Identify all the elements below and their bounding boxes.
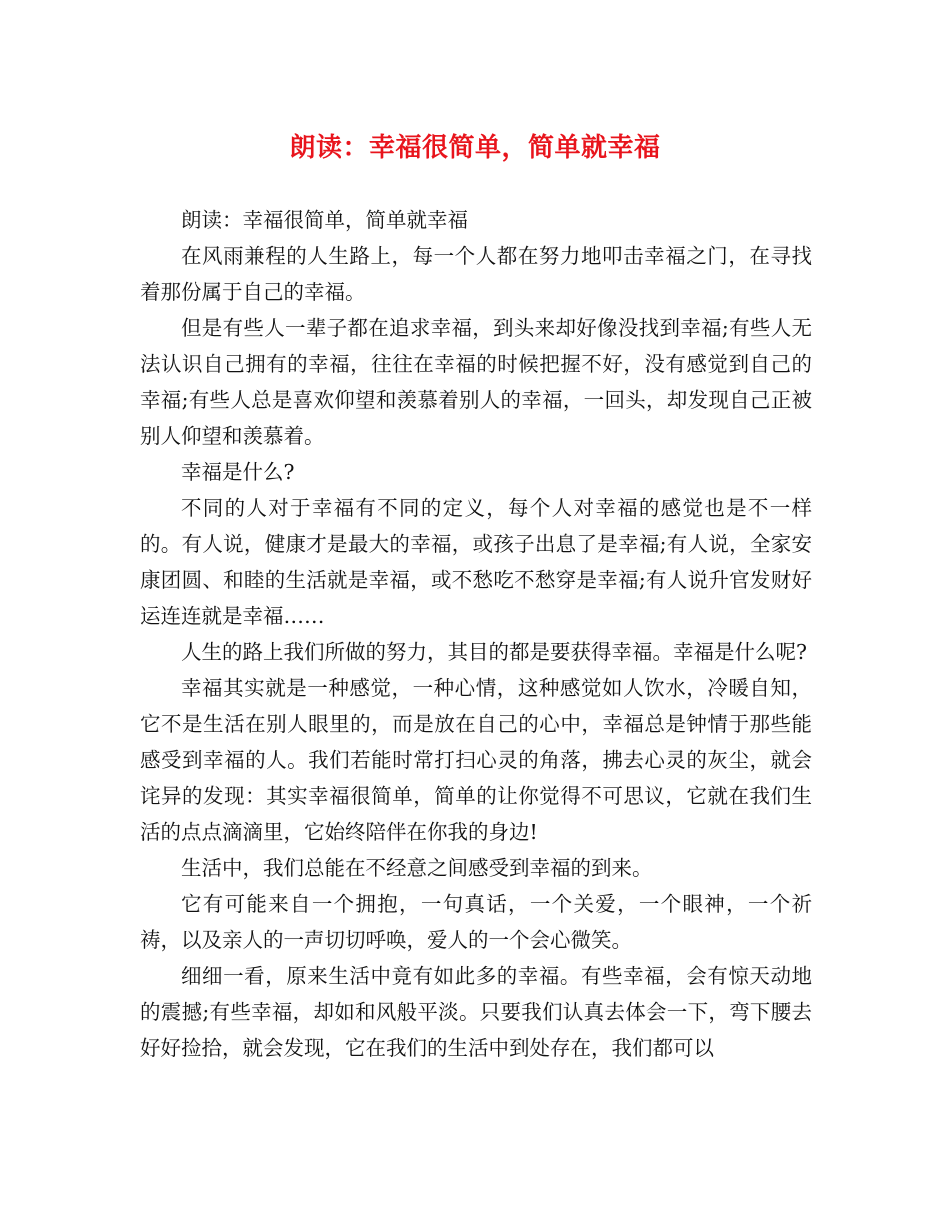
paragraph: 在风雨兼程的人生路上，每一个人都在努力地叩击幸福之门，在寻找着那份属于自己的幸福。 bbox=[140, 244, 812, 304]
paragraph: 生活中，我们总能在不经意之间感受到幸福的到来。 bbox=[181, 856, 653, 880]
document-title: 朗读：幸福很简单，简单就幸福 bbox=[289, 133, 661, 163]
paragraph: 细细一看，原来生活中竟有如此多的幸福。有些幸福，会有惊天动地的震撼;有些幸福，却如和风般平淡。只要我们认真去体会一下，弯下腰去好好捡拾，就会发现，它在我们的生活中到处存在，我们都可以 bbox=[140, 964, 812, 1060]
paragraph: 幸福其实就是一种感觉，一种心情，这种感觉如人饮水，冷暖自知，它不是生活在别人眼里的，而是放在自己的心中，幸福总是钟情于那些能感受到幸福的人。我们若能时常打扫心灵的角落，拂去心灵的灰尘，就会诧异的发现：其实幸福很简单，简单的让你觉得不可思议，它就在我们生活的点点滴滴里，它始终陪伴在你我的身边! bbox=[140, 676, 812, 844]
paragraph: 幸福是什么? bbox=[181, 460, 295, 484]
paragraph: 它有可能来自一个拥抱，一句真话，一个关爱，一个眼神，一个祈祷，以及亲人的一声切切呼唤，爱人的一个会心微笑。 bbox=[140, 892, 812, 952]
document-body bbox=[140, 202, 812, 1066]
paragraph: 不同的人对于幸福有不同的定义，每个人对幸福的感觉也是不一样的。有人说，健康才是最大的幸福，或孩子出息了是幸福;有人说，全家安康团圆、和睦的生活就是幸福，或不愁吃不愁穿是幸福;有人说升官发财好运连连就是幸福…… bbox=[140, 496, 812, 628]
paragraph: 但是有些人一辈子都在追求幸福，到头来却好像没找到幸福;有些人无法认识自己拥有的幸福，往往在幸福的时候把握不好，没有感觉到自己的幸福;有些人总是喜欢仰望和羡慕着别人的幸福，一回头，却发现自己正被别人仰望和羡慕着。 bbox=[140, 316, 812, 448]
paragraph: 人生的路上我们所做的努力，其目的都是要获得幸福。幸福是什么呢? bbox=[181, 640, 807, 664]
paragraph: 朗读：幸福很简单，简单就幸福 bbox=[181, 208, 468, 232]
